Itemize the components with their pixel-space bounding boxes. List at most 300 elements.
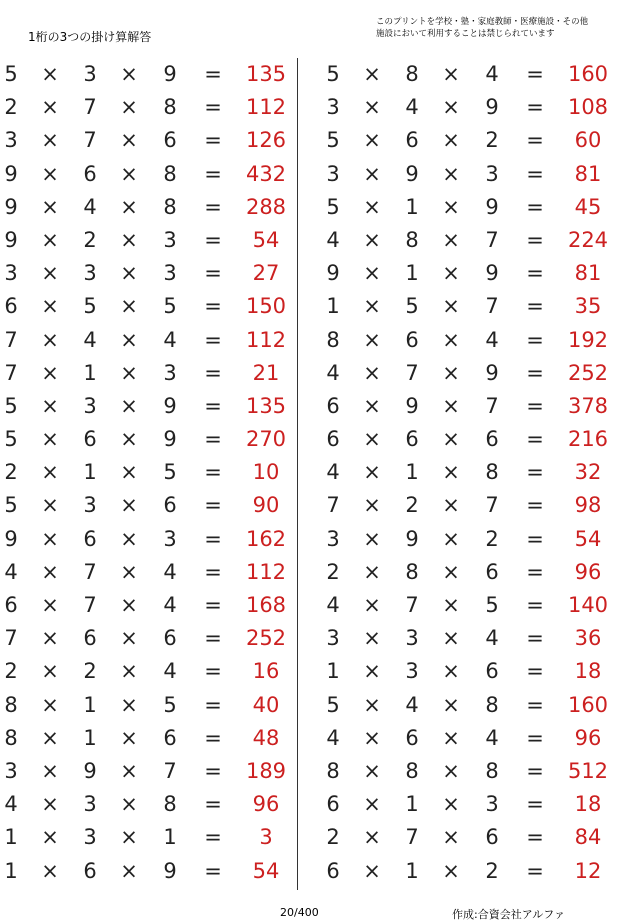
answer: 96 <box>574 725 602 750</box>
times-sign: × <box>120 725 138 750</box>
equals-sign: = <box>204 659 222 684</box>
operand-c: 1 <box>163 825 177 850</box>
operand-c: 6 <box>485 659 499 684</box>
operand-b: 1 <box>405 460 419 485</box>
operand-c: 4 <box>163 559 177 584</box>
operand-b: 1 <box>83 725 97 750</box>
operand-c: 4 <box>485 327 499 352</box>
equals-sign: = <box>526 659 544 684</box>
answer: 168 <box>245 593 287 617</box>
answer: 224 <box>567 227 609 252</box>
equals-sign: = <box>526 626 544 651</box>
answer: 40 <box>252 692 280 717</box>
times-sign: × <box>442 493 460 518</box>
answer: 140 <box>567 593 609 617</box>
operand-a: 8 <box>4 692 18 717</box>
operand-a: 7 <box>4 626 18 651</box>
equals-sign: = <box>204 559 222 584</box>
operand-c: 3 <box>163 261 177 286</box>
equals-sign: = <box>204 227 222 252</box>
operand-c: 2 <box>485 526 499 551</box>
equals-sign: = <box>204 692 222 717</box>
times-sign: × <box>363 493 381 518</box>
operand-b: 8 <box>405 227 419 252</box>
times-sign: × <box>120 427 138 452</box>
times-sign: × <box>120 692 138 717</box>
equals-sign: = <box>526 460 544 485</box>
equals-sign: = <box>526 161 544 186</box>
operand-a: 1 <box>4 825 18 850</box>
page-title: 1桁の3つの掛け算解答 <box>28 30 152 44</box>
times-sign: × <box>363 62 381 86</box>
answer: 112 <box>245 95 287 120</box>
times-sign: × <box>41 427 59 452</box>
operand-b: 3 <box>405 659 419 684</box>
operand-b: 1 <box>83 460 97 485</box>
times-sign: × <box>363 393 381 418</box>
operand-a: 3 <box>4 758 18 783</box>
times-sign: × <box>442 427 460 452</box>
times-sign: × <box>120 227 138 252</box>
operand-b: 2 <box>83 659 97 684</box>
operand-c: 6 <box>485 559 499 584</box>
answer: 32 <box>574 460 602 485</box>
operand-b: 3 <box>405 626 419 651</box>
times-sign: × <box>120 161 138 186</box>
answer: 162 <box>245 526 287 551</box>
answer: 160 <box>567 692 609 717</box>
operand-b: 4 <box>83 194 97 219</box>
operand-b: 3 <box>83 493 97 518</box>
times-sign: × <box>363 161 381 186</box>
answer: 108 <box>567 95 609 120</box>
operand-a: 4 <box>326 227 340 252</box>
equals-sign: = <box>204 427 222 452</box>
times-sign: × <box>120 559 138 584</box>
notice-line-1: このプリントを学校・塾・家庭教師・医療施設・その他 <box>376 17 589 27</box>
times-sign: × <box>442 161 460 186</box>
operand-a: 9 <box>4 227 18 252</box>
operand-b: 7 <box>83 128 97 153</box>
times-sign: × <box>442 559 460 584</box>
operand-a: 5 <box>4 62 18 86</box>
equals-sign: = <box>526 559 544 584</box>
times-sign: × <box>442 758 460 783</box>
operand-c: 8 <box>163 95 177 120</box>
equals-sign: = <box>204 194 222 219</box>
times-sign: × <box>120 327 138 352</box>
operand-a: 2 <box>4 659 18 684</box>
times-sign: × <box>363 227 381 252</box>
equals-sign: = <box>204 493 222 518</box>
times-sign: × <box>442 227 460 252</box>
operand-c: 4 <box>485 725 499 750</box>
times-sign: × <box>41 792 59 817</box>
operand-a: 6 <box>326 393 340 418</box>
operand-b: 6 <box>405 128 419 153</box>
times-sign: × <box>120 858 138 883</box>
operand-c: 4 <box>485 62 499 86</box>
equals-sign: = <box>526 294 544 319</box>
operand-b: 2 <box>83 227 97 252</box>
operand-a: 3 <box>4 128 18 153</box>
operand-a: 5 <box>326 692 340 717</box>
column-divider <box>297 58 298 890</box>
times-sign: × <box>363 327 381 352</box>
operand-a: 7 <box>4 360 18 385</box>
equals-sign: = <box>204 858 222 883</box>
answer: 378 <box>567 393 609 418</box>
equals-sign: = <box>526 327 544 352</box>
operand-c: 2 <box>485 128 499 153</box>
operand-c: 6 <box>485 825 499 850</box>
operand-a: 8 <box>4 725 18 750</box>
times-sign: × <box>41 825 59 850</box>
operand-a: 7 <box>326 493 340 518</box>
operand-c: 8 <box>163 194 177 219</box>
times-sign: × <box>41 758 59 783</box>
operand-a: 4 <box>326 360 340 385</box>
operand-b: 5 <box>83 294 97 319</box>
operand-c: 7 <box>485 294 499 319</box>
operand-c: 8 <box>485 692 499 717</box>
times-sign: × <box>363 460 381 485</box>
operand-b: 9 <box>405 526 419 551</box>
operand-c: 3 <box>485 792 499 817</box>
operand-c: 3 <box>163 360 177 385</box>
operand-a: 2 <box>4 460 18 485</box>
times-sign: × <box>41 659 59 684</box>
operand-a: 9 <box>4 161 18 186</box>
equals-sign: = <box>204 593 222 617</box>
answer: 45 <box>574 194 602 219</box>
operand-a: 1 <box>4 858 18 883</box>
operand-a: 1 <box>326 294 340 319</box>
times-sign: × <box>41 559 59 584</box>
operand-b: 6 <box>83 526 97 551</box>
operand-b: 7 <box>83 593 97 617</box>
author-credit: 作成:合資会社アルファ <box>452 908 566 921</box>
answer: 135 <box>245 62 287 86</box>
equals-sign: = <box>526 261 544 286</box>
operand-c: 3 <box>485 161 499 186</box>
operand-b: 6 <box>405 327 419 352</box>
times-sign: × <box>363 261 381 286</box>
operand-c: 9 <box>163 393 177 418</box>
operand-c: 8 <box>163 161 177 186</box>
equals-sign: = <box>204 360 222 385</box>
answer: 12 <box>574 858 602 883</box>
answer: 3 <box>259 825 273 850</box>
equals-sign: = <box>526 128 544 153</box>
equals-sign: = <box>526 62 544 86</box>
answer: 35 <box>574 294 602 319</box>
answer: 60 <box>574 128 602 153</box>
operand-a: 3 <box>326 161 340 186</box>
answer: 432 <box>245 161 287 186</box>
times-sign: × <box>442 626 460 651</box>
answer: 10 <box>252 460 280 485</box>
operand-b: 9 <box>405 161 419 186</box>
times-sign: × <box>120 294 138 319</box>
operand-b: 6 <box>83 626 97 651</box>
equals-sign: = <box>204 792 222 817</box>
equals-sign: = <box>526 593 544 617</box>
equals-sign: = <box>204 327 222 352</box>
times-sign: × <box>41 493 59 518</box>
operand-c: 3 <box>163 526 177 551</box>
equals-sign: = <box>526 858 544 883</box>
operand-a: 6 <box>326 858 340 883</box>
answer: 150 <box>245 294 287 319</box>
operand-c: 5 <box>163 294 177 319</box>
equals-sign: = <box>204 526 222 551</box>
times-sign: × <box>363 95 381 120</box>
equals-sign: = <box>204 825 222 850</box>
answer: 112 <box>245 559 287 584</box>
operand-a: 4 <box>326 460 340 485</box>
operand-b: 6 <box>405 725 419 750</box>
times-sign: × <box>363 792 381 817</box>
operand-c: 3 <box>163 227 177 252</box>
times-sign: × <box>120 659 138 684</box>
times-sign: × <box>41 294 59 319</box>
page-number: 20/400 <box>280 906 319 919</box>
answer: 160 <box>567 62 609 86</box>
operand-b: 8 <box>405 559 419 584</box>
times-sign: × <box>41 161 59 186</box>
answer: 192 <box>567 327 609 352</box>
operand-c: 7 <box>163 758 177 783</box>
equals-sign: = <box>526 360 544 385</box>
times-sign: × <box>41 194 59 219</box>
operand-a: 3 <box>326 526 340 551</box>
times-sign: × <box>120 526 138 551</box>
times-sign: × <box>41 393 59 418</box>
operand-a: 5 <box>4 493 18 518</box>
operand-b: 6 <box>83 858 97 883</box>
times-sign: × <box>363 294 381 319</box>
equals-sign: = <box>526 725 544 750</box>
answer: 27 <box>252 261 280 286</box>
operand-b: 4 <box>405 692 419 717</box>
equals-sign: = <box>204 128 222 153</box>
operand-a: 2 <box>4 95 18 120</box>
times-sign: × <box>41 692 59 717</box>
answer: 81 <box>574 261 602 286</box>
times-sign: × <box>363 194 381 219</box>
operand-a: 5 <box>326 62 340 86</box>
times-sign: × <box>442 327 460 352</box>
times-sign: × <box>41 95 59 120</box>
answer: 512 <box>567 758 609 783</box>
operand-c: 9 <box>485 261 499 286</box>
operand-b: 6 <box>83 427 97 452</box>
times-sign: × <box>120 758 138 783</box>
operand-b: 3 <box>83 792 97 817</box>
operand-a: 5 <box>4 427 18 452</box>
operand-a: 6 <box>326 792 340 817</box>
operand-c: 5 <box>163 692 177 717</box>
answer: 252 <box>245 626 287 651</box>
operand-b: 1 <box>405 261 419 286</box>
operand-b: 6 <box>83 161 97 186</box>
answer: 36 <box>574 626 602 651</box>
operand-c: 8 <box>485 460 499 485</box>
answer: 216 <box>567 427 609 452</box>
times-sign: × <box>120 493 138 518</box>
times-sign: × <box>363 360 381 385</box>
answer: 270 <box>245 427 287 452</box>
operand-a: 6 <box>4 294 18 319</box>
times-sign: × <box>442 526 460 551</box>
operand-b: 7 <box>405 593 419 617</box>
operand-a: 5 <box>4 393 18 418</box>
operand-c: 8 <box>485 758 499 783</box>
answer: 112 <box>245 327 287 352</box>
times-sign: × <box>120 128 138 153</box>
times-sign: × <box>363 593 381 617</box>
times-sign: × <box>363 559 381 584</box>
times-sign: × <box>41 227 59 252</box>
times-sign: × <box>120 95 138 120</box>
equals-sign: = <box>526 427 544 452</box>
answer: 18 <box>574 659 602 684</box>
answer: 81 <box>574 161 602 186</box>
operand-b: 9 <box>405 393 419 418</box>
operand-b: 4 <box>83 327 97 352</box>
answer: 16 <box>252 659 280 684</box>
operand-c: 5 <box>163 460 177 485</box>
times-sign: × <box>41 128 59 153</box>
times-sign: × <box>363 626 381 651</box>
operand-a: 5 <box>326 194 340 219</box>
operand-b: 7 <box>405 825 419 850</box>
equals-sign: = <box>204 62 222 86</box>
operand-a: 1 <box>326 659 340 684</box>
times-sign: × <box>41 593 59 617</box>
operand-a: 4 <box>4 792 18 817</box>
operand-c: 9 <box>485 95 499 120</box>
answer: 189 <box>245 758 287 783</box>
equals-sign: = <box>526 194 544 219</box>
times-sign: × <box>120 792 138 817</box>
equals-sign: = <box>204 626 222 651</box>
operand-a: 6 <box>326 427 340 452</box>
equals-sign: = <box>526 227 544 252</box>
operand-b: 6 <box>405 427 419 452</box>
times-sign: × <box>442 62 460 86</box>
usage-notice <box>376 16 588 40</box>
equals-sign: = <box>204 758 222 783</box>
times-sign: × <box>442 360 460 385</box>
times-sign: × <box>363 427 381 452</box>
operand-b: 3 <box>83 393 97 418</box>
operand-a: 8 <box>326 758 340 783</box>
times-sign: × <box>120 194 138 219</box>
operand-c: 9 <box>485 194 499 219</box>
equals-sign: = <box>204 95 222 120</box>
operand-b: 5 <box>405 294 419 319</box>
operand-a: 8 <box>326 327 340 352</box>
equals-sign: = <box>204 393 222 418</box>
operand-c: 9 <box>163 858 177 883</box>
equals-sign: = <box>204 261 222 286</box>
operand-c: 2 <box>485 858 499 883</box>
operand-c: 7 <box>485 227 499 252</box>
equals-sign: = <box>526 493 544 518</box>
operand-b: 7 <box>83 95 97 120</box>
equals-sign: = <box>526 526 544 551</box>
operand-a: 9 <box>4 526 18 551</box>
times-sign: × <box>41 858 59 883</box>
times-sign: × <box>363 825 381 850</box>
times-sign: × <box>363 128 381 153</box>
times-sign: × <box>442 725 460 750</box>
operand-c: 8 <box>163 792 177 817</box>
operand-c: 6 <box>163 493 177 518</box>
times-sign: × <box>41 261 59 286</box>
times-sign: × <box>41 460 59 485</box>
answer: 96 <box>574 559 602 584</box>
equals-sign: = <box>204 294 222 319</box>
times-sign: × <box>41 327 59 352</box>
operand-c: 9 <box>163 62 177 86</box>
times-sign: × <box>120 593 138 617</box>
operand-a: 9 <box>4 194 18 219</box>
operand-b: 8 <box>405 62 419 86</box>
operand-c: 4 <box>163 327 177 352</box>
operand-a: 7 <box>4 327 18 352</box>
answer: 126 <box>245 128 287 153</box>
operand-c: 9 <box>163 427 177 452</box>
operand-a: 9 <box>326 261 340 286</box>
times-sign: × <box>363 692 381 717</box>
operand-b: 7 <box>405 360 419 385</box>
times-sign: × <box>41 526 59 551</box>
operand-a: 4 <box>326 725 340 750</box>
times-sign: × <box>442 261 460 286</box>
times-sign: × <box>442 128 460 153</box>
times-sign: × <box>442 659 460 684</box>
operand-a: 4 <box>4 559 18 584</box>
times-sign: × <box>41 626 59 651</box>
operand-a: 5 <box>326 128 340 153</box>
times-sign: × <box>41 725 59 750</box>
operand-a: 6 <box>4 593 18 617</box>
times-sign: × <box>442 858 460 883</box>
answer: 54 <box>574 526 602 551</box>
operand-a: 4 <box>326 593 340 617</box>
answer: 96 <box>252 792 280 817</box>
times-sign: × <box>41 360 59 385</box>
times-sign: × <box>41 62 59 86</box>
times-sign: × <box>442 294 460 319</box>
times-sign: × <box>363 526 381 551</box>
operand-b: 3 <box>83 62 97 86</box>
operand-c: 9 <box>485 360 499 385</box>
operand-c: 4 <box>485 626 499 651</box>
answer: 84 <box>574 825 602 850</box>
operand-c: 4 <box>163 593 177 617</box>
equals-sign: = <box>526 692 544 717</box>
answer: 18 <box>574 792 602 817</box>
operand-b: 3 <box>83 261 97 286</box>
equals-sign: = <box>526 825 544 850</box>
operand-c: 6 <box>163 725 177 750</box>
equals-sign: = <box>526 95 544 120</box>
times-sign: × <box>363 858 381 883</box>
